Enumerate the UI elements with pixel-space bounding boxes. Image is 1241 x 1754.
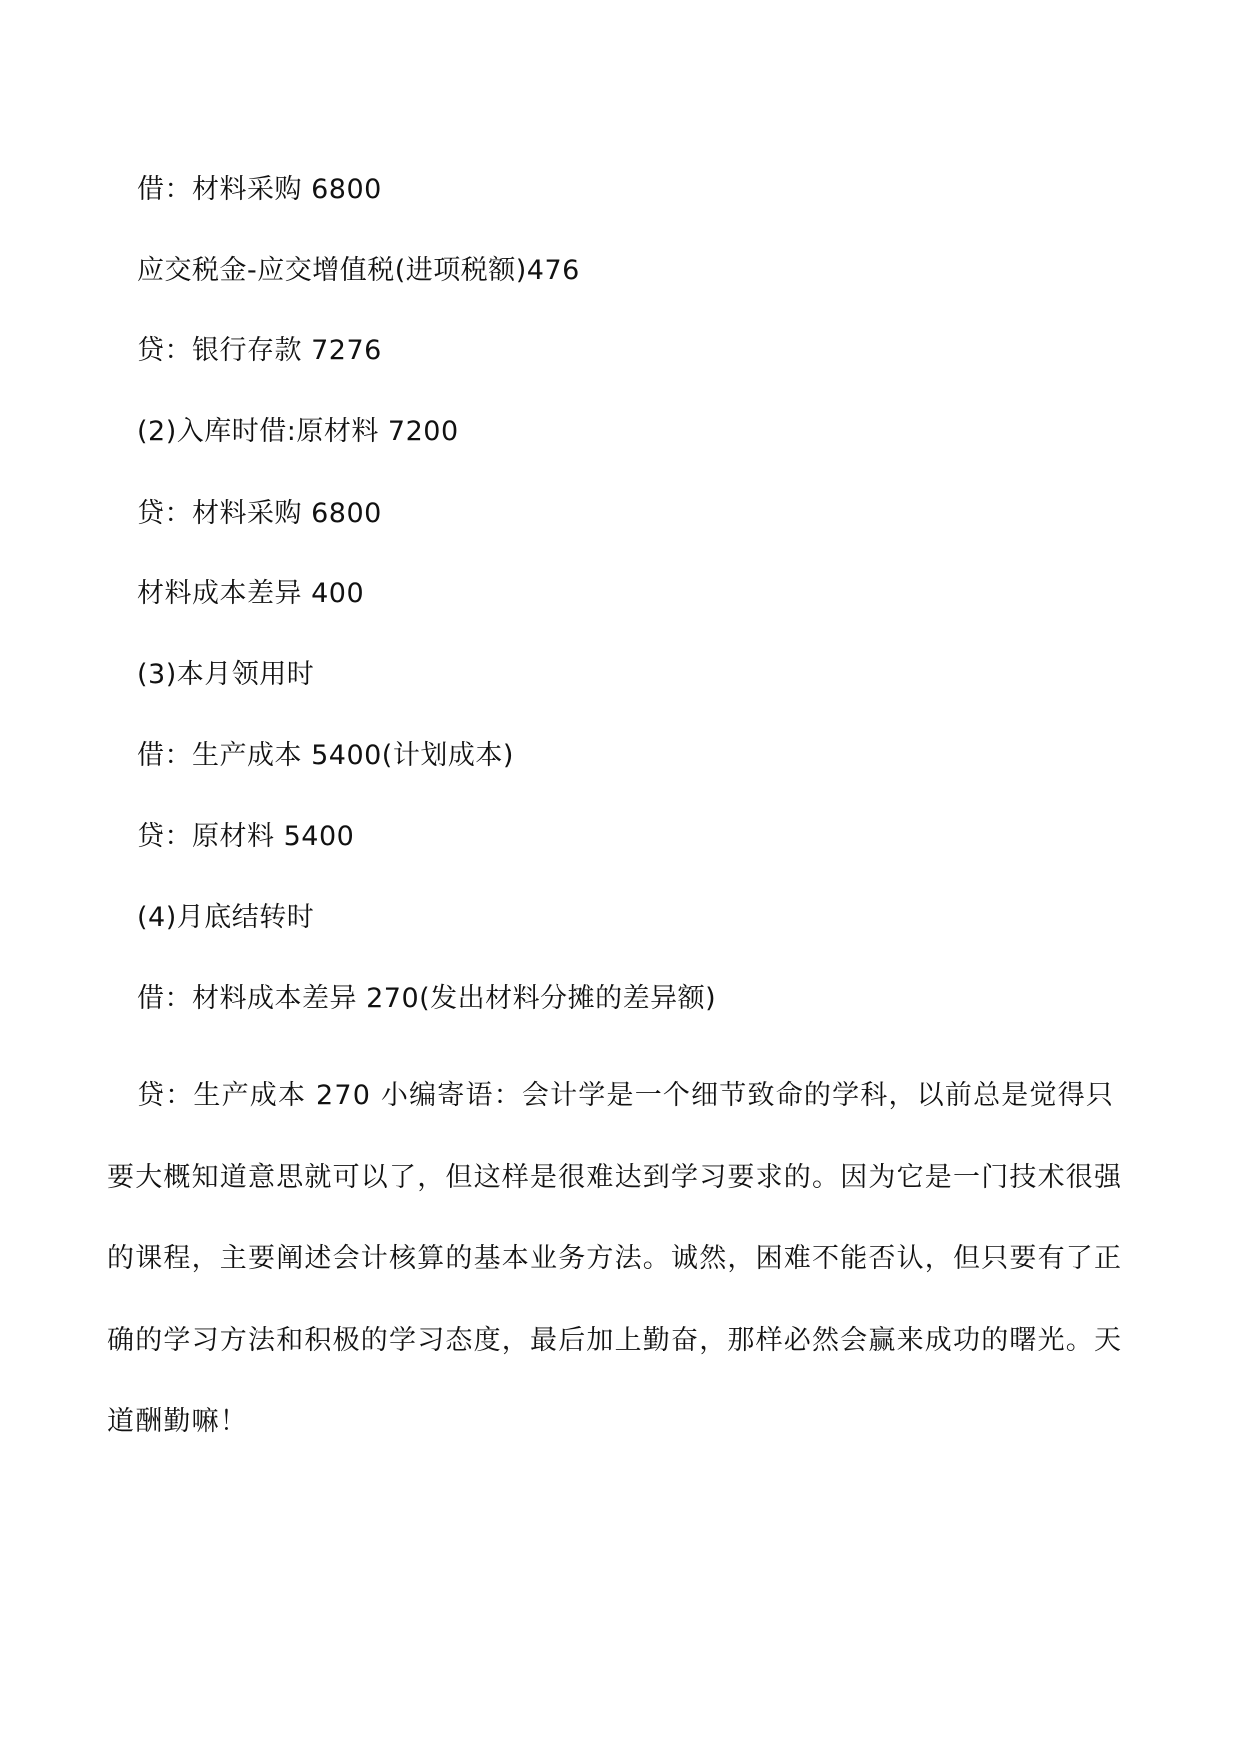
entry-line: 材料成本差异 400: [137, 578, 365, 609]
entry-line: 借：材料采购 6800: [137, 174, 382, 205]
closing-paragraph: 贷：生产成本 270 小编寄语：会计学是一个细节致命的学科，以前总是觉得只要大概知道意思就可以了，但这样是很难达到学习要求的。因为它是一门技术很强的课程，主要阐述会计核算的基本业务方法。诚然，困难不能否认，但只要有了正确的学习方法和积极的学习态度，最后加上勤奋，那样必然会赢来成功的曙光。天道酬勤嘛！: [107, 1080, 1123, 1437]
entry-line: 贷：银行存款 7276: [137, 335, 382, 366]
entry-line: 应交税金-应交增值税(进项税额)476: [137, 255, 580, 286]
entry-line: 贷：原材料 5400: [137, 821, 355, 852]
entry-line: 借：生产成本 5400(计划成本): [137, 740, 514, 771]
entry-line: 贷：材料采购 6800: [137, 498, 382, 529]
entry-line: (4)月底结转时: [137, 902, 315, 933]
entry-line: (3)本月领用时: [137, 659, 315, 690]
entry-line: 借：材料成本差异 270(发出材料分摊的差异额): [137, 983, 717, 1014]
entry-line: (2)入库时借:原材料 7200: [137, 416, 459, 447]
